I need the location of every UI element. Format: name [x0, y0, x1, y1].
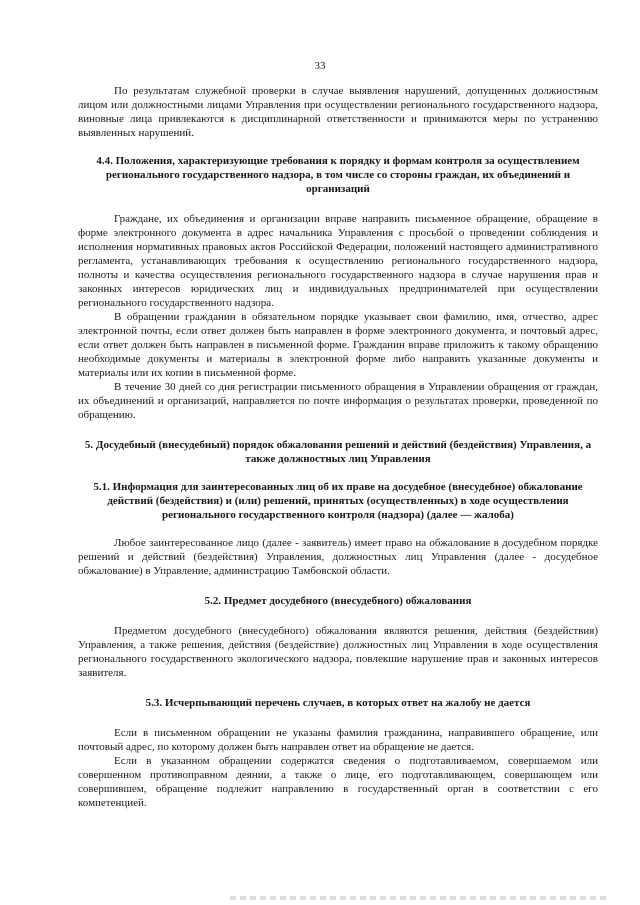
heading-5-2: 5.2. Предмет досудебного (внесудебного) обжалования	[204, 595, 472, 607]
heading-4-4: 4.4. Положения, характеризующие требования к порядку и формам контроля за осуществлением регионального государственного надзора, в том числе со стороны граждан, их объединений и организаций	[96, 155, 580, 195]
paragraph-30-days: В течение 30 дней со дня регистрации письменного обращения в Управлении обращения от граждан, их объединений и организаций, направляется по почте информация о результатах проверки, проведенной по обращению.	[78, 381, 598, 421]
page-content	[78, 84, 598, 810]
heading-5: 5. Досудебный (внесудебный) порядок обжалования решений и действий (бездействия) Управления, а также должностных лиц Управления	[84, 439, 592, 465]
scan-artifact	[230, 896, 610, 900]
paragraph-interested-person: Любое заинтересованное лицо (далее - заявитель) имеет право на обжалование в досудебном порядке решений и действий (бездействия) Управления, должностных лиц Управления (далее - досудебное обжалование) в Управление, администрацию Тамбовской области.	[78, 537, 598, 577]
heading-5-1: 5.1. Информация для заинтересованных лиц об их праве на досудебное (внесудебное) обжалование действий (бездействия) и (или) решений, принятых (осуществленных) в ходе осуществления регионального государственного контроля (надзора) (далее — жалоба)	[93, 481, 583, 521]
paragraph-subject-of-appeal: Предметом досудебного (внесудебного) обжалования являются решения, действия (бездействия) Управления, а также решения, действия (бездействие) должностных лиц Управления в ходе осуществления регионального государственного экологического надзора, повлекшие нарушение прав и законных интересов заявителя.	[78, 625, 598, 679]
page-number: 33	[314, 60, 326, 72]
paragraph-no-name-address: Если в письменном обращении не указаны фамилия гражданина, направившего обращение, или почтовый адрес, по которому должен быть направлен ответ на обращение не дается.	[78, 727, 598, 753]
paragraph-unlawful-act: Если в указанном обращении содержатся сведения о подготавливаемом, совершаемом или совершенном противоправном деянии, а также о лице, его подготавливающем, совершающем или совершившем, обращение подлежит направлению в государственный орган в соответствии с его компетенцией.	[78, 755, 598, 809]
paragraph-inspection-results: По результатам служебной проверки в случае выявления нарушений, допущенных должностным лицом или должностными лицами Управления при осуществлении регионального государственного надзора, виновные лица привлекаются к дисциплинарной ответственности и принимаются меры по устранению выявленных нарушений.	[78, 85, 598, 139]
heading-5-3: 5.3. Исчерпывающий перечень случаев, в которых ответ на жалобу не дается	[145, 697, 531, 709]
paragraph-appeal-contents: В обращении гражданин в обязательном порядке указывает свои фамилию, имя, отчество, адрес электронной почты, если ответ должен быть направлен в форме электронного документа, и почтовый адрес, если ответ должен быть направлен в письменной форме. Гражданин вправе приложить к такому обращению необходимые документы и материалы в электронной форме либо направить указанные документы и материалы или их копии в письменной форме.	[78, 311, 598, 379]
paragraph-citizens-right: Граждане, их объединения и организации вправе направить письменное обращение, обращение в форме электронного документа в адрес начальника Управления с просьбой о проведении соблюдения и исполнения нормативных правовых актов Российской Федерации, положений настоящего административного регламента, устанавливающих требования к осуществлению регионального государственного надзора, полноты и качества осуществления регионального государственного надзора в случае нарушения прав и законных интересов юридических лиц и индивидуальных предпринимателей при осуществлении регионального государственного надзора.	[78, 213, 598, 309]
